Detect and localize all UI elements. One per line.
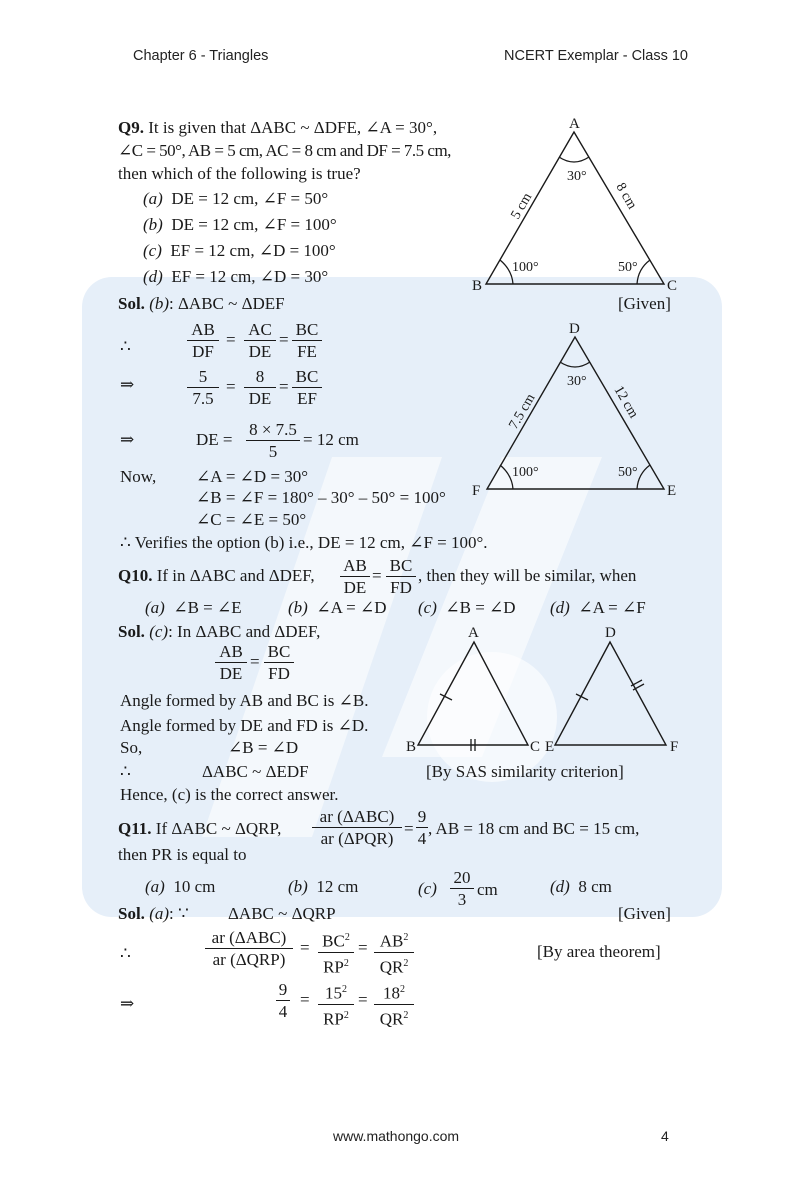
svg-text:E: E [545, 739, 555, 755]
q10-question-suffix: , then they will be similar, when [418, 566, 637, 585]
svg-text:C: C [667, 278, 678, 292]
fraction: $\frac{BC}{FD}$ [386, 556, 416, 597]
svg-text:A: A [468, 625, 479, 641]
angle-eq-3: ∠C = ∠E = 50° [196, 510, 307, 529]
q11-similarity: ΔABC ~ ΔQRP [228, 904, 336, 923]
q9-option-b: (b) DE = 12 cm, ∠F = 100° [143, 215, 337, 234]
fraction: $\frac{BC^2}{RP^2}$ [318, 928, 354, 976]
q10-option-a: (a) ∠B = ∠E [145, 598, 242, 617]
q11-question-prefix: Q11. If ΔABC ~ ΔQRP, [118, 819, 282, 838]
q11-option-c-key: (c) [418, 879, 437, 898]
q10-sol-line2: Angle formed by DE and FD is ∠D. [120, 716, 369, 735]
angle-eq-2: ∠B = ∠F = 180° – 30° – 50° = 100° [196, 488, 446, 507]
q9-label: Q9. [118, 118, 144, 137]
svg-text:30°: 30° [567, 169, 587, 184]
so-label: So, [120, 738, 143, 757]
q11-question-suffix: , AB = 18 cm and BC = 15 cm, [428, 819, 640, 838]
q9-line3: then which of the following is true? [118, 164, 361, 183]
fraction: $\frac{AB}{DF}$ [187, 320, 219, 361]
svg-text:50°: 50° [618, 465, 638, 480]
svg-text:F: F [670, 739, 679, 755]
fraction: $\frac{AB^2}{QR^2}$ [374, 928, 414, 976]
page-number: 4 [661, 1128, 669, 1144]
svg-text:B: B [406, 739, 417, 755]
now-label: Now, [120, 467, 157, 486]
de-rhs: = 12 cm [303, 430, 359, 449]
q10-sol-line1: Angle formed by AB and BC is ∠B. [120, 691, 369, 710]
svg-text:C: C [530, 739, 541, 755]
q9-question: Q9. It is given that ΔABC ~ ΔDFE, ∠A = 30°, [118, 118, 438, 137]
svg-text:A: A [569, 116, 580, 132]
fraction: $\frac{BC}{EF}$ [292, 367, 322, 408]
so-equation: ∠B = ∠D [228, 738, 299, 757]
fraction: $\frac{8 \times 7.5}{5}$ [246, 420, 300, 461]
q9-verify: ∴ Verifies the option (b) i.e., DE = 12 cm, ∠F = 100°. [120, 533, 488, 552]
svg-text:7.5 cm: 7.5 cm [506, 391, 539, 432]
implies-symbol: ⇒ [120, 375, 135, 394]
chapter-title: Chapter 6 - Triangles [133, 48, 269, 64]
q11-option-d: (d) 8 cm [550, 877, 612, 896]
fraction: ar (ΔABC) ar (ΔQRP) [205, 928, 293, 969]
q11-option-b: (b) 12 cm [288, 877, 359, 896]
website-link[interactable]: www.mathongo.com [333, 1128, 460, 1144]
implies-symbol: ⇒ [120, 430, 135, 449]
similarity-statement: ΔABC ~ ΔEDF [202, 762, 309, 781]
fraction: $\frac{AC}{DE}$ [244, 320, 276, 361]
fraction: $\frac{9}{4}$ [276, 980, 290, 1021]
q11-solution-heading: Sol. (a): ∵ [118, 904, 189, 923]
q10-option-b: (b) ∠A = ∠D [288, 598, 387, 617]
q10-option-d: (d) ∠A = ∠F [550, 598, 646, 617]
fraction: $\frac{9}{4}$ [417, 807, 427, 848]
svg-text:B: B [472, 278, 483, 292]
q11-option-a: (a) 10 cm [145, 877, 216, 896]
q10-option-c: (c) ∠B = ∠D [418, 598, 516, 617]
svg-text:D: D [605, 625, 616, 641]
svg-text:100°: 100° [512, 260, 539, 275]
svg-text:12 cm: 12 cm [610, 383, 641, 421]
triangle-def-figure [470, 315, 690, 495]
q11-line2: then PR is equal to [118, 845, 247, 864]
fraction: $\frac{18^2}{QR^2}$ [374, 980, 414, 1028]
q10-conclusion: Hence, (c) is the correct answer. [120, 785, 339, 804]
fraction: $\frac{8}{DE}$ [244, 367, 276, 408]
book-title: NCERT Exemplar - Class 10 [504, 48, 688, 64]
q9-line2: ∠C = 50°, AB = 5 cm, AC = 8 cm and DF = 7.5 cm, [118, 141, 451, 160]
fraction: $\frac{AB}{DE}$ [215, 642, 247, 683]
angle-eq-1: ∠A = ∠D = 30° [196, 467, 309, 486]
q9-solution-heading: Sol. (b): ΔABC ~ ΔDEF [118, 294, 285, 313]
svg-text:E: E [667, 483, 677, 495]
therefore-symbol: ∴ [120, 944, 131, 963]
svg-text:F: F [472, 483, 481, 495]
fraction: ar (ΔABC) ar (ΔPQR) [312, 807, 402, 848]
q9-option-a: (a) DE = 12 cm, ∠F = 50° [143, 189, 329, 208]
svg-text:5 cm: 5 cm [508, 190, 536, 222]
fraction: $\frac{BC}{FD}$ [264, 642, 294, 683]
fraction: $\frac{20}{3}$ [450, 868, 474, 909]
fraction: $\frac{5}{7.5}$ [187, 367, 219, 408]
de-lhs: DE = [196, 430, 233, 449]
q11-given-note: [Given] [618, 904, 671, 923]
q9-option-c: (c) EF = 12 cm, ∠D = 100° [143, 241, 336, 260]
area-theorem-note: [By area theorem] [537, 942, 661, 961]
fraction: $\frac{15^2}{RP^2}$ [318, 980, 354, 1028]
fraction: $\frac{AB}{DE}$ [340, 556, 370, 597]
triangle-abc-figure [470, 112, 690, 292]
svg-text:50°: 50° [618, 260, 638, 275]
triangles-abc-def-figure [400, 622, 690, 757]
implies-symbol: ⇒ [120, 994, 135, 1013]
q9-option-d: (d) EF = 12 cm, ∠D = 30° [143, 267, 329, 286]
q9-given-note: [Given] [618, 294, 671, 313]
q10-question-prefix: Q10. If in ΔABC and ΔDEF, [118, 566, 315, 585]
sas-criterion-note: [By SAS similarity criterion] [426, 762, 624, 781]
svg-text:30°: 30° [567, 374, 587, 389]
svg-text:100°: 100° [512, 465, 539, 480]
fraction: $\frac{BC}{FE}$ [292, 320, 322, 361]
svg-text:D: D [569, 321, 580, 337]
therefore-symbol: ∴ [120, 762, 131, 781]
q11-option-c-unit: cm [477, 880, 498, 899]
q10-solution-heading: Sol. (c): In ΔABC and ΔDEF, [118, 622, 321, 641]
therefore-symbol: ∴ [120, 337, 131, 356]
svg-text:8 cm: 8 cm [612, 180, 640, 212]
